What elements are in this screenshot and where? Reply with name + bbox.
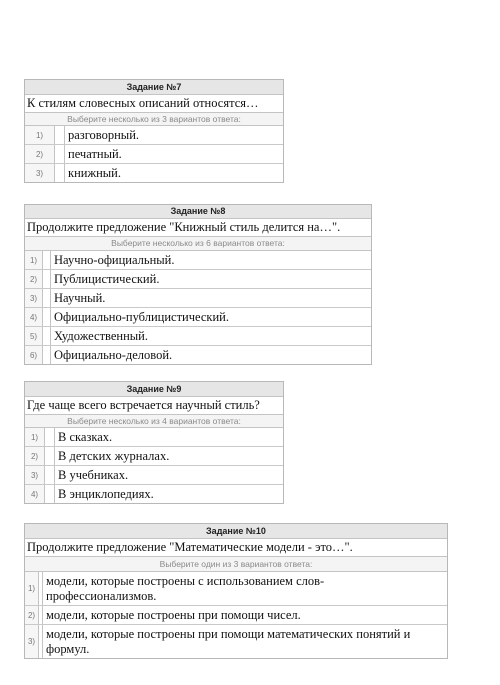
task-10: [24, 523, 448, 659]
task-title: Задание №10: [25, 524, 447, 539]
option-marker[interactable]: [55, 164, 65, 182]
option-marker[interactable]: [43, 308, 51, 326]
task-7: [24, 79, 284, 183]
option-text: Официально-деловой.: [54, 347, 173, 362]
option-text: [43, 625, 413, 658]
option-text: Художественный.: [54, 328, 149, 343]
option-text: печатный.: [68, 146, 122, 161]
answer-option-2[interactable]: [25, 606, 447, 625]
option-number: 2): [25, 270, 43, 288]
option-text: В энциклопедиях.: [58, 486, 154, 501]
task-title: Задание №8: [25, 205, 371, 219]
option-text-line: формул.: [46, 641, 90, 656]
option-text: [43, 572, 327, 605]
option-marker[interactable]: [43, 346, 51, 364]
option-marker[interactable]: [45, 428, 55, 446]
task-instruction: Выберите несколько из 4 вариантов ответа:: [25, 415, 283, 428]
option-text: книжный.: [68, 165, 121, 180]
option-number: 1): [25, 572, 39, 605]
answer-option-3[interactable]: [25, 466, 283, 485]
option-number: 6): [25, 346, 43, 364]
option-marker[interactable]: [45, 466, 55, 484]
option-marker[interactable]: [43, 327, 51, 345]
option-text: Научно-официальный.: [54, 252, 175, 267]
option-marker[interactable]: [55, 126, 65, 144]
task-instruction: Выберите несколько из 6 вариантов ответа:: [25, 237, 371, 251]
answer-option-4[interactable]: [25, 308, 371, 327]
option-number: 3): [25, 625, 39, 658]
option-number: 4): [25, 308, 43, 326]
option-text: разговорный.: [68, 127, 140, 142]
option-number: 3): [25, 289, 43, 307]
option-text: Публицистический.: [54, 271, 160, 286]
option-marker[interactable]: [43, 270, 51, 288]
option-marker[interactable]: [55, 145, 65, 163]
option-number: 2): [25, 606, 39, 624]
answer-option-2[interactable]: [25, 270, 371, 289]
option-text-line: профессионализмов.: [46, 588, 157, 603]
task-8: [24, 204, 372, 365]
answer-option-3[interactable]: [25, 289, 371, 308]
answer-option-6[interactable]: [25, 346, 371, 364]
task-question: Продолжите предложение "Книжный стиль делится на…".: [25, 219, 371, 237]
option-text-line: модели, которые построены при помощи математических понятий и: [46, 626, 411, 641]
answer-option-1[interactable]: [25, 251, 371, 270]
option-text: Научный.: [54, 290, 106, 305]
option-number: 3): [25, 466, 45, 484]
option-number: 3): [25, 164, 55, 182]
option-text: В учебниках.: [58, 467, 129, 482]
option-number: 2): [25, 447, 45, 465]
answer-option-1[interactable]: [25, 428, 283, 447]
answer-option-1[interactable]: [25, 572, 447, 606]
option-text-line: модели, которые построены с использованием слов-: [46, 573, 325, 588]
option-number: 1): [25, 251, 43, 269]
option-marker[interactable]: [45, 485, 55, 503]
option-text: В сказках.: [58, 429, 113, 444]
answer-option-4[interactable]: [25, 485, 283, 503]
task-question: Продолжите предложение "Математические модели - это…".: [25, 539, 447, 557]
option-number: 1): [25, 126, 55, 144]
option-number: 1): [25, 428, 45, 446]
task-9: [24, 381, 284, 504]
answer-option-3[interactable]: [25, 625, 447, 658]
option-text: В детских журналах.: [58, 448, 170, 463]
option-marker[interactable]: [45, 447, 55, 465]
option-number: 4): [25, 485, 45, 503]
task-title: Задание №7: [25, 80, 283, 95]
task-title: Задание №9: [25, 382, 283, 397]
option-number: 5): [25, 327, 43, 345]
option-marker[interactable]: [43, 251, 51, 269]
option-text: модели, которые построены при помощи чисел.: [46, 607, 301, 622]
task-question: Где чаще всего встречается научный стиль?: [25, 397, 283, 415]
option-text: Официально-публицистический.: [54, 309, 229, 324]
option-number: 2): [25, 145, 55, 163]
task-instruction: Выберите один из 3 вариантов ответа:: [25, 557, 447, 572]
answer-option-2[interactable]: [25, 447, 283, 466]
option-marker[interactable]: [43, 289, 51, 307]
task-question: К стилям словесных описаний относятся…: [25, 95, 283, 113]
answer-option-3[interactable]: [25, 164, 283, 182]
answer-option-1[interactable]: [25, 126, 283, 145]
task-instruction: Выберите несколько из 3 вариантов ответа:: [25, 113, 283, 126]
answer-option-5[interactable]: [25, 327, 371, 346]
answer-option-2[interactable]: [25, 145, 283, 164]
